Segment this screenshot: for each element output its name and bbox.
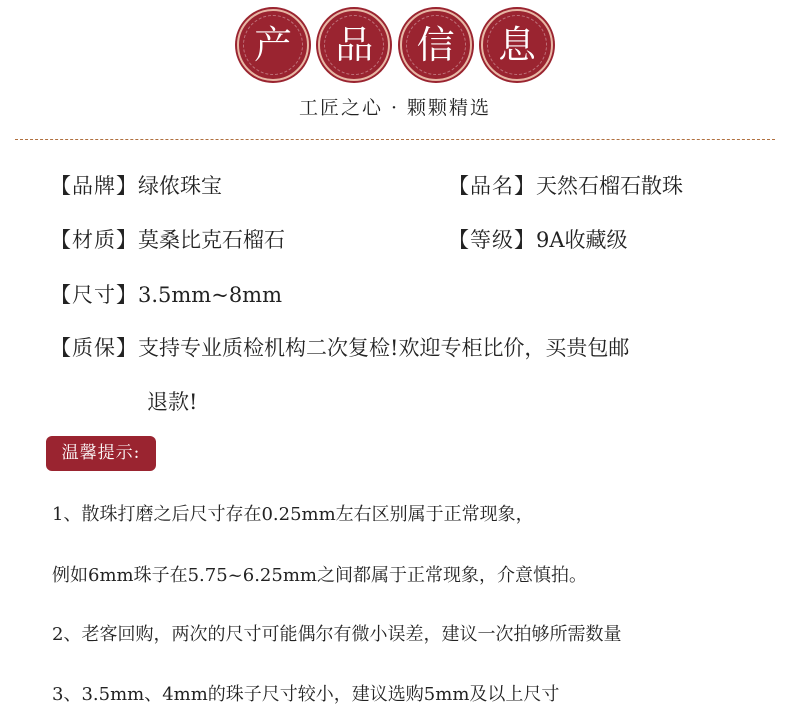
dashed-divider (15, 139, 775, 140)
tip-note-1: 1、散珠打磨之后尺寸存在0.25mm左右区别属于正常现象， (52, 504, 534, 525)
subtitle: 工匠之心 · 颗颗精选 (298, 97, 492, 119)
warranty-line-1: 支持专业质检机构二次复检!欢迎专柜比价，买贵包邮 (138, 336, 630, 360)
warranty-row (50, 332, 629, 362)
title-char-1: 产 (237, 9, 309, 81)
tip-note-2: 例如6mm珠子在5.75~6.25mm之间都属于正常现象，介意慎拍。 (52, 565, 587, 586)
warranty-label: 【质保】 (50, 336, 138, 360)
product-name-label: 【品名】 (448, 174, 536, 198)
size-value: 3.5mm~8mm (138, 283, 283, 307)
brand-label: 【品牌】 (50, 174, 138, 198)
title-badges (237, 9, 553, 81)
product-name-row (448, 170, 683, 200)
material-row (50, 224, 285, 254)
brand-value: 绿侬珠宝 (138, 174, 222, 198)
tips-badge: 温馨提示: (46, 436, 156, 471)
material-value: 莫桑比克石榴石 (138, 228, 285, 252)
title-char-4: 息 (481, 9, 553, 81)
material-label: 【材质】 (50, 228, 138, 252)
grade-label: 【等级】 (448, 228, 536, 252)
grade-row (448, 224, 628, 254)
tip-note-4: 3、3.5mm、4mm的珠子尺寸较小，建议选购5mm及以上尺寸 (52, 684, 560, 705)
warranty-line-2: 退款! (147, 390, 198, 414)
size-row (50, 279, 282, 309)
brand-row (50, 170, 222, 200)
grade-value: 9A收藏级 (536, 228, 628, 252)
tip-note-3: 2、老客回购，两次的尺寸可能偶尔有微小误差，建议一次拍够所需数量 (52, 624, 622, 645)
size-label: 【尺寸】 (50, 283, 138, 307)
title-char-3: 信 (400, 9, 472, 81)
product-name-value: 天然石榴石散珠 (536, 174, 683, 198)
title-char-2: 品 (318, 9, 390, 81)
